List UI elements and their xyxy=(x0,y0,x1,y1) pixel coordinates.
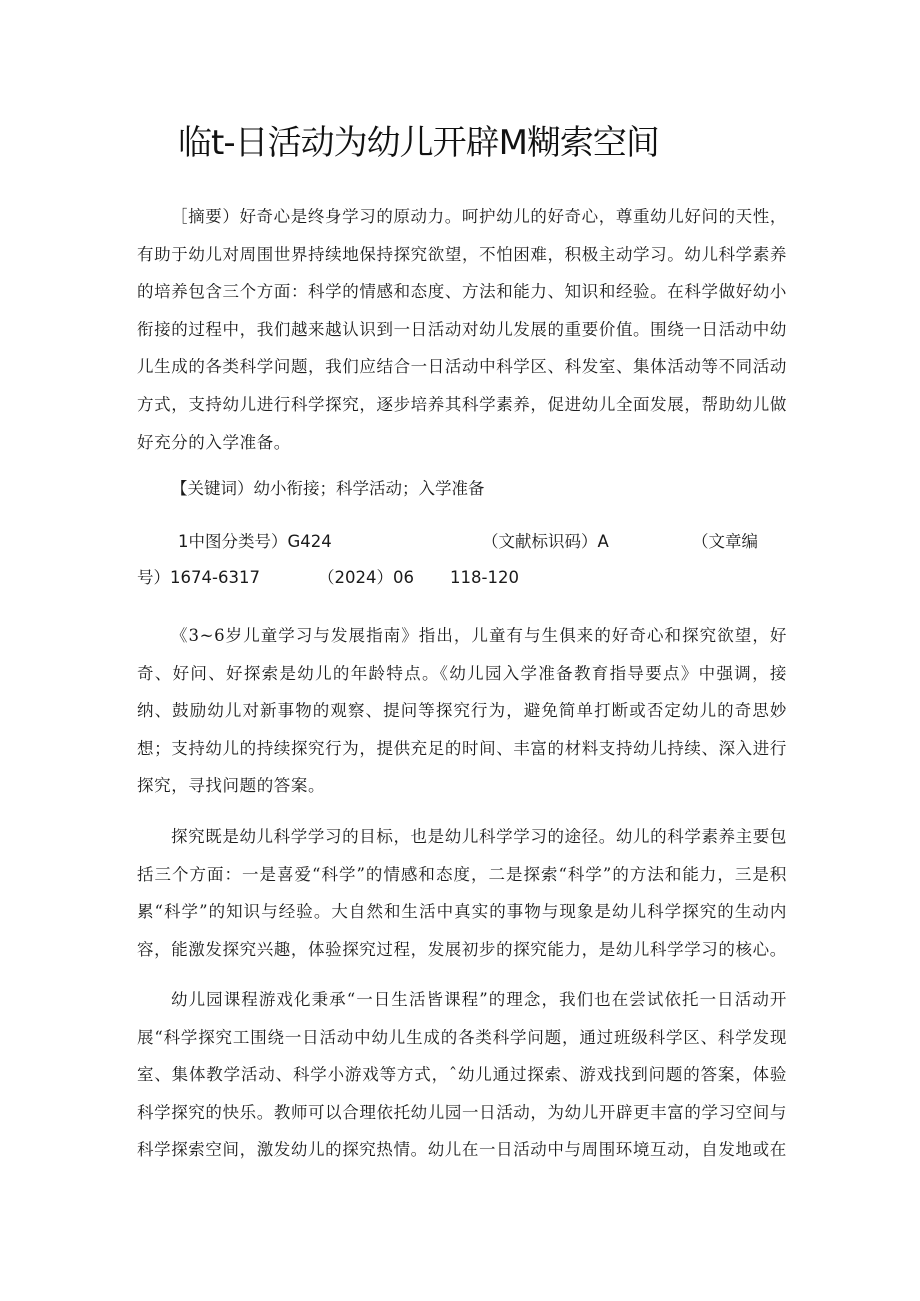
clc-label xyxy=(178,527,332,557)
issue-value: （2024）06 xyxy=(318,568,414,587)
doc-code-label: （文献标识码） xyxy=(482,532,598,551)
body-paragraph-3: 幼儿园课程游戏化秉承“一日生活皆课程”的理念，我们也在尝试依托一日活动开展“科学探究工围绕一日活动中幼儿生成的各类科学问题，通过班级科学区、科学发现室、集体教学活动、科学小游戏等方式，ˆ幼儿通过探索、游戏找到问题的答案，体验科学探究的快乐。教师可以合理依托幼儿园一日活动，为幼儿开辟更丰富的学习空间与科学探索空间，激发幼儿的探究热情。幼儿在一日活动中与周围环境互动，自发地或在 xyxy=(137,990,787,1160)
body-paragraph-1: 《3~6岁儿童学习与发展指南》指出，儿童有与生俱来的好奇心和探究欲望，好奇、好问、好探索是幼儿的年龄特点。《幼儿园入学准备教育指导要点》中强调，接纳、鼓励幼儿对新事物的观察、提问等探究行为，避免简单打断或否定幼儿的奇思妙想；支持幼儿的持续探究行为，提供充足的时间、丰富的材料支持幼儿持续、深入进行探究，寻找问题的答案。 xyxy=(137,626,787,796)
article-no-label-part2: 号） xyxy=(137,568,170,587)
article-no xyxy=(137,563,260,593)
abstract-paragraph: ［摘要）好奇心是终身学习的原动力。呵护幼儿的好奇心，尊重幼儿好问的天性，有助于幼儿对周围世界持续地保持探究欲望，不怕困难，积极主动学习。幼儿科学素养的培养包含三个方面：科学的情感和态度、方法和能力、知识和经验。在科学做好幼小衔接的过程中，我们越来越认识到一日活动对幼儿发展的重要价值。围绕一日活动中幼儿生成的各类科学问题，我们应结合一日活动中科学区、科发室、集体活动等不同活动方式，支持幼儿进行科学探究，逐步培养其科学素养，促进幼儿全面发展，帮助幼儿做好充分的入学准备。 xyxy=(137,207,787,452)
doc-code xyxy=(482,527,609,557)
pages-value: 118-120 xyxy=(450,568,519,587)
clc-label-text: 1中图分类号） xyxy=(178,532,288,551)
doc-code-value: A xyxy=(597,532,609,551)
article-no-label-part1: （文章编 xyxy=(692,532,758,551)
clc-value: G424 xyxy=(287,532,332,551)
body-paragraph-2: 探究既是幼儿科学学习的目标，也是幼儿科学学习的途径。幼儿的科学素养主要包括三个方面：一是喜爱“科学”的情感和态度，二是探索“科学”的方法和能力，三是积累“科学”的知识与经验。大自然和生活中真实的事物与现象是幼儿科学探究的生动内容，能激发探究兴趣，体验探究过程，发展初步的探究能力，是幼儿科学学习的核心。 xyxy=(137,827,787,959)
keywords-line: 【关键词）幼小衔接；科学活动；入学准备 xyxy=(171,479,485,498)
issn-value: 1674-6317 xyxy=(170,568,260,587)
article-title: 临t-日活动为幼儿开辟M糊索空间 xyxy=(178,123,659,163)
